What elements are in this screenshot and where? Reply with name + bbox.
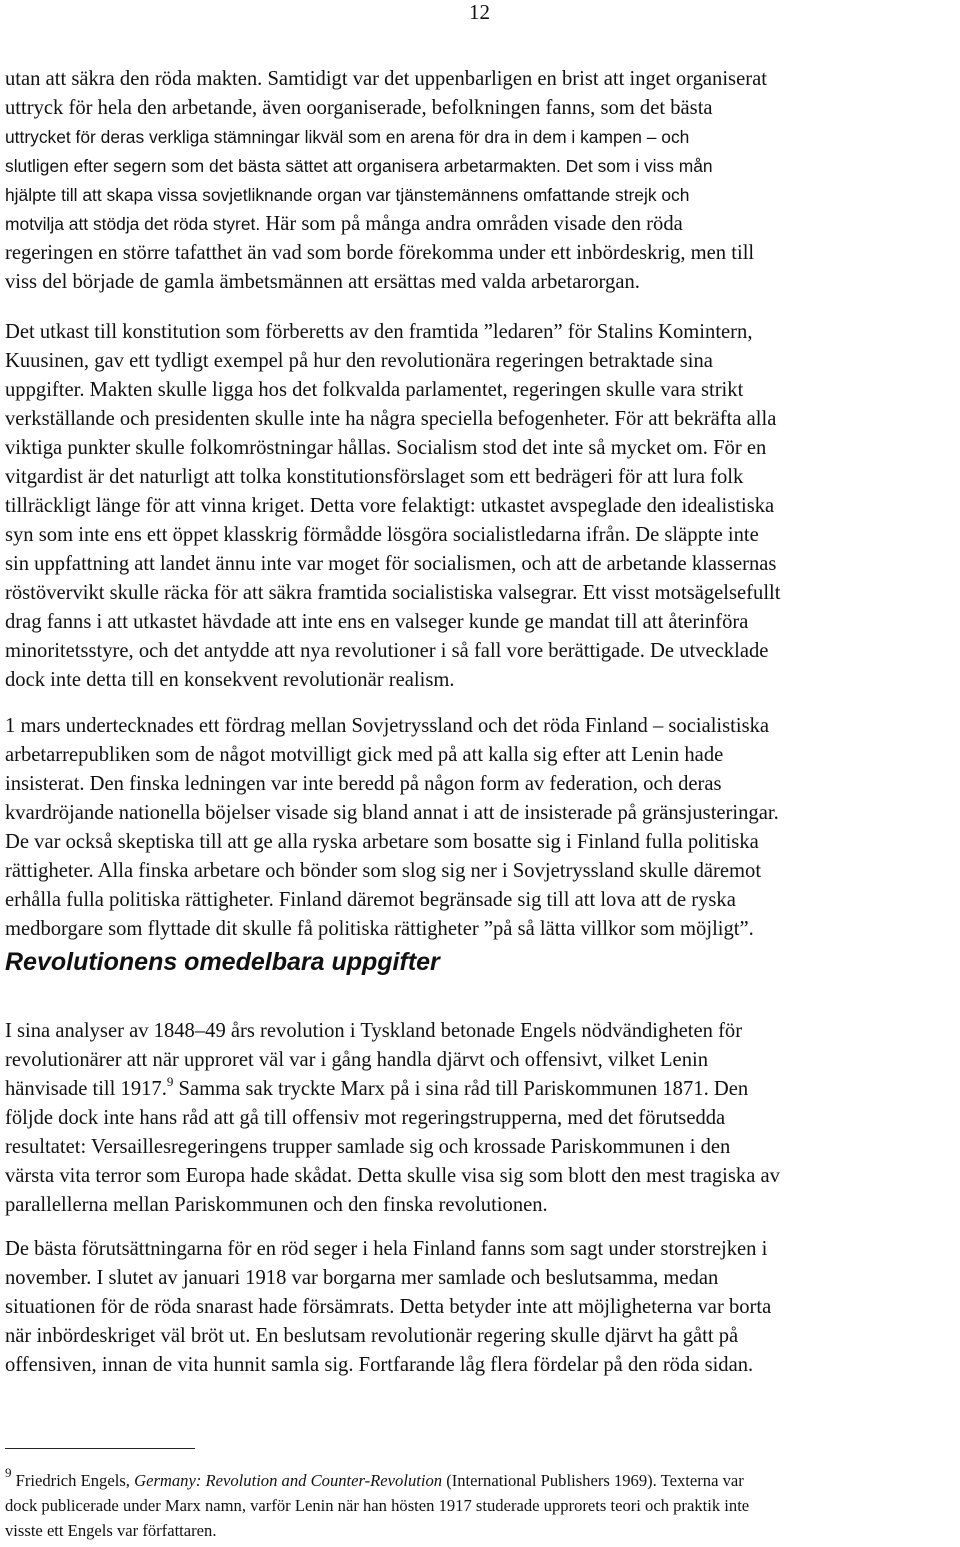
- paragraph-line: De bästa förutsättningarna för en röd seger i hela Finland fanns som sagt under storstrejken i: [5, 1238, 768, 1260]
- paragraph-line: situationen för de röda snarast hade försämrats. Detta betyder inte att möjligheterna var borta: [5, 1296, 772, 1318]
- paragraph-line: hjälpte till att skapa vissa sovjetliknande organ var tjänstemännens omfattande strejk och: [5, 185, 690, 205]
- paragraph-line: uppgifter. Makten skulle ligga hos det folkvalda parlamentet, regeringen skulle vara strikt: [5, 379, 744, 401]
- paragraph-line: Kuusinen, gav ett tydligt exempel på hur den revolutionära regeringen betraktade sina: [5, 350, 713, 372]
- paragraph-line: sin uppfattning att landet ännu inte var moget för socialismen, och att de arbetande klassernas: [5, 553, 777, 575]
- footnote-fragment: Friedrich Engels,: [11, 1471, 135, 1490]
- paragraph-line: insisterat. Den finska ledningen var inte beredd på någon form av federation, och deras: [5, 773, 722, 795]
- paragraph-1: [5, 65, 955, 123]
- paragraph-line: resultatet: Versaillesregeringens trupper samlade sig och krossade Pariskommunen i den: [5, 1136, 731, 1158]
- paragraph-line: när inbördeskriget väl bröt ut. En beslutsam revolutionär regering skulle djärvt ha gått på: [5, 1325, 739, 1347]
- footnote-line: visste ett Engels var författaren.: [5, 1521, 217, 1540]
- paragraph-line: offensiven, innan de vita hunnit samla sig. Fortfarande låg flera fördelar på den röda sidan.: [5, 1354, 754, 1376]
- paragraph-line: medborgare som flyttade dit skulle få politiska rättigheter ”på så lätta villkor som möjligt”.: [5, 918, 754, 940]
- paragraph-line: minoritetsstyre, och det antydde att nya revolutioner i så fall vore berättigade. De utvecklade: [5, 640, 769, 662]
- page-number: 12: [469, 0, 490, 24]
- footnote-line: dock publicerade under Marx namn, varför Lenin när han hösten 1917 studerade upprorets teori och praktik inte: [5, 1496, 750, 1515]
- paragraph-line: slutligen efter segern som det bästa sättet att organisera arbetarmakten. Det som i viss mån: [5, 156, 713, 176]
- paragraph-line: arbetarrepubliken som de något motvilligt gick med på att kalla sig efter att Lenin hade: [5, 744, 724, 766]
- paragraph-line: dock inte detta till en konsekvent revolutionär realism.: [5, 669, 455, 691]
- paragraph-line: Det utkast till konstitution som förberetts av den framtida ”ledaren” för Stalins Komintern,: [5, 321, 753, 343]
- paragraph-line: 1 mars undertecknades ett fördrag mellan Sovjetryssland och det röda Finland – socialistiska: [5, 715, 770, 737]
- footnote-fragment: (International Publishers 1969). Texterna var: [442, 1471, 744, 1490]
- footnote-divider: [5, 1448, 195, 1449]
- paragraph-5: [5, 1235, 955, 1380]
- paragraph-line: tillräckligt länge för att vinna kriget. Detta vore felaktigt: utkastet avspeglade den idealistiska: [5, 495, 775, 517]
- paragraph-1-end: [5, 210, 955, 297]
- paragraph-4: [5, 1017, 955, 1220]
- paragraph-line: röstövervikt skulle räcka för att säkra framtida socialistiska valsegrar. Ett visst motsägelsefullt: [5, 582, 781, 604]
- section-heading: Revolutionens omedelbara uppgifter: [5, 948, 440, 976]
- paragraph-line: erhålla fulla politiska rättigheter. Finland däremot begränsade sig till att lova att de ryska: [5, 889, 736, 911]
- paragraph-line: november. I slutet av januari 1918 var borgarna mer samlade och beslutsamma, medan: [5, 1267, 719, 1289]
- paragraph-fragment: hänvisade till 1917.: [5, 1078, 167, 1100]
- paragraph-1-continued: [5, 123, 955, 210]
- paragraph-line: syn som inte ens ett öppet klasskrig förmådde lösgöra socialistledarna ifrån. De släppte inte: [5, 524, 759, 546]
- paragraph-line: verkställande och presidenten skulle inte ha några speciella befogenheter. För att bekräfta alla: [5, 408, 777, 430]
- paragraph-line: De var också skeptiska till att ge alla ryska arbetare som bosatte sig i Finland fulla politiska: [5, 831, 759, 853]
- paragraph-line: värsta vita terror som Europa hade skådat. Detta skulle visa sig som blott den mest tragiska av: [5, 1165, 780, 1187]
- paragraph-2: [5, 318, 955, 695]
- footnote-number: 9: [5, 1465, 12, 1480]
- paragraph-line: uttryck för hela den arbetande, även oorganiserade, befolkningen fanns, som det bästa: [5, 97, 713, 119]
- paragraph-line: utan att säkra den röda makten. Samtidigt var det uppenbarligen en brist att inget organiserat: [5, 68, 767, 90]
- paragraph-line: [5, 1075, 955, 1104]
- paragraph-fragment: motvilja att stödja det röda styret.: [5, 214, 261, 234]
- paragraph-line: rättigheter. Alla finska arbetare och bönder som slog sig ner i Sovjetryssland skulle däremot: [5, 860, 762, 882]
- footnote: [5, 1465, 955, 1543]
- paragraph-fragment: Här som på många andra områden visade den röda: [260, 213, 683, 235]
- paragraph-line: regeringen en större tafatthet än vad som borde förekomma under ett inbördeskrig, men till: [5, 242, 755, 264]
- paragraph-line: följde dock inte hans råd att gå till offensiv mot regeringstrupperna, med det förutsedda: [5, 1107, 726, 1129]
- paragraph-line: viktiga punkter skulle folkomröstningar hållas. Socialism stod det inte så mycket om. För en: [5, 437, 767, 459]
- footnote-line: [5, 1465, 955, 1493]
- paragraph-line: [5, 210, 955, 239]
- paragraph-line: I sina analyser av 1848–49 års revolution i Tyskland betonade Engels nödvändigheten för: [5, 1020, 743, 1042]
- footnote-book-title: Germany: Revolution and Counter-Revolution: [134, 1471, 443, 1490]
- paragraph-line: viss del började de gamla ämbetsmännen att ersättas med valda arbetarorgan.: [5, 271, 640, 293]
- paragraph-line: vitgardist är det naturligt att tolka konstitutionsförslaget som ett bedrägeri för att lura folk: [5, 466, 744, 488]
- paragraph-line: uttrycket för deras verkliga stämningar likväl som en arena för dra in dem i kampen – och: [5, 127, 690, 147]
- paragraph-3: [5, 712, 955, 944]
- paragraph-line: kvardröjande nationella böjelser visade sig bland annat i att de insisterade på gränsjusteringar.: [5, 802, 779, 824]
- paragraph-fragment: Samma sak tryckte Marx på i sina råd till Pariskommunen 1871. Den: [173, 1078, 749, 1100]
- footnote-reference[interactable]: 9: [166, 1074, 174, 1089]
- paragraph-line: revolutionärer att när upproret väl var i gång handla djärvt och offensivt, vilket Lenin: [5, 1049, 709, 1071]
- paragraph-line: drag fanns i att utkastet hävdade att inte ens en valseger kunde ge mandat till att återinföra: [5, 611, 749, 633]
- paragraph-line: parallellerna mellan Pariskommunen och den finska revolutionen.: [5, 1194, 548, 1216]
